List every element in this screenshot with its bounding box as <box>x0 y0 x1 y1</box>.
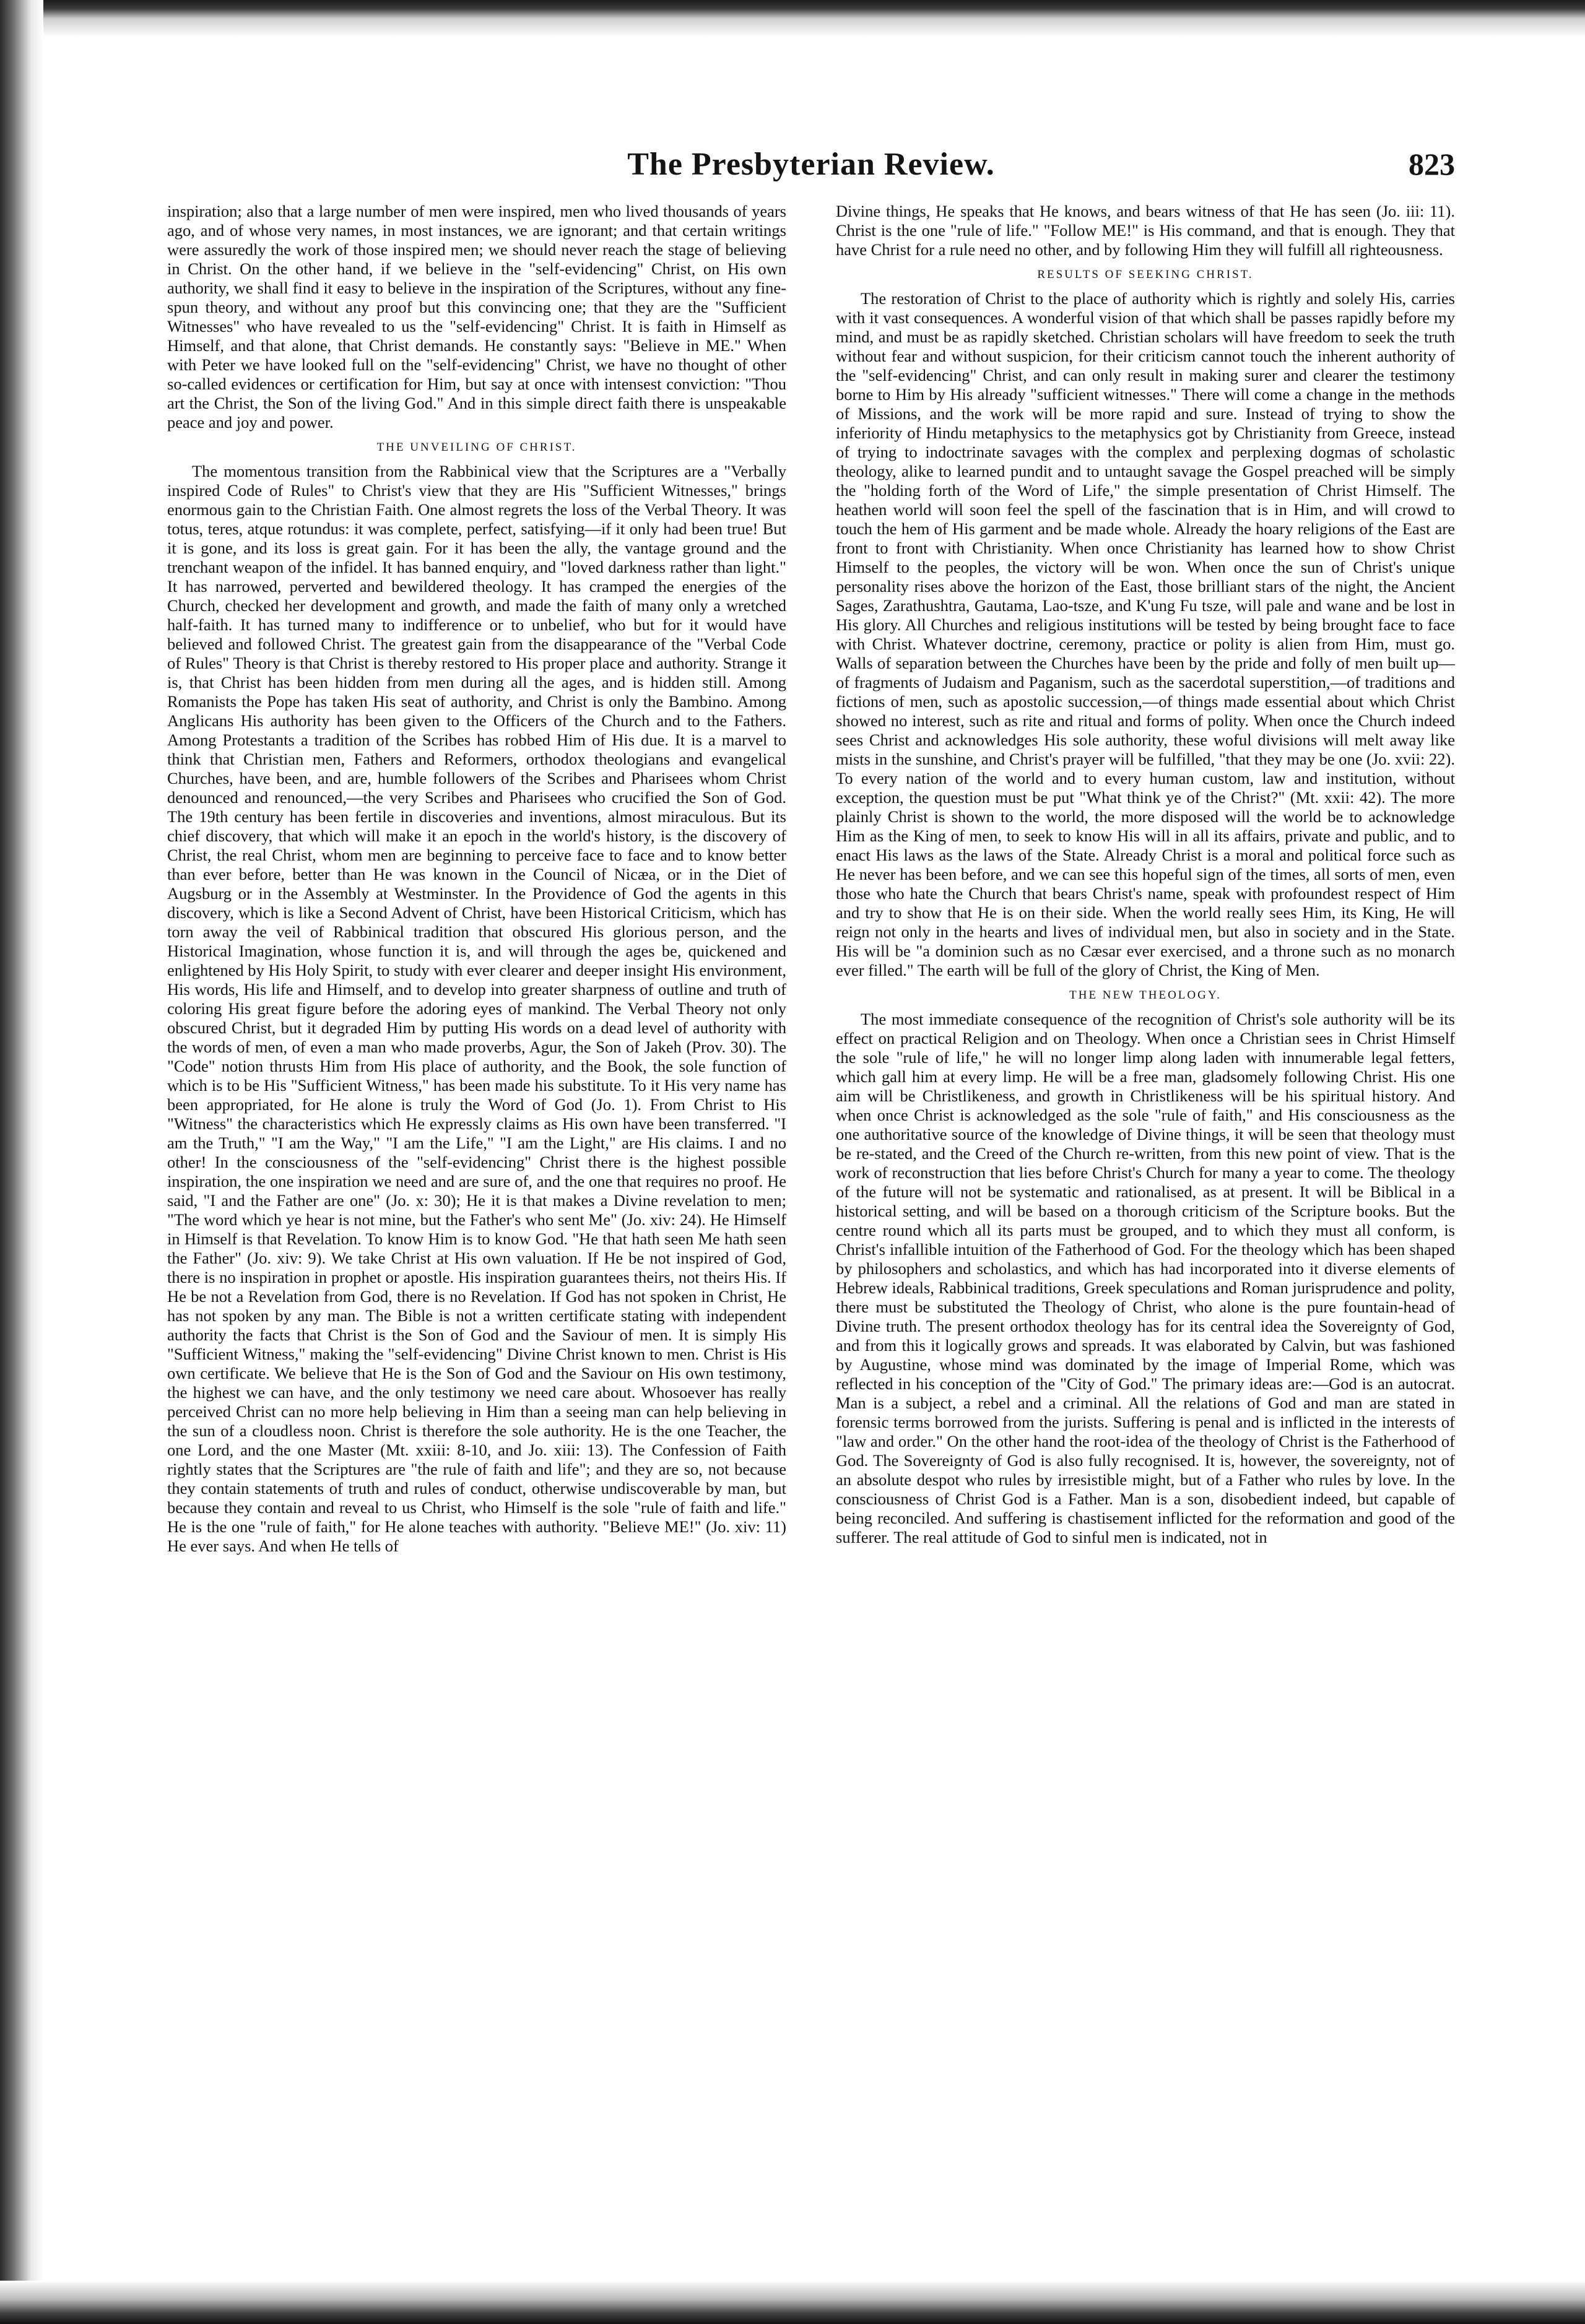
paragraph-momentous-transition: The momentous transition from the Rabbinical view that the Scriptures are a "Verbally inspired Code of Rules" to Christ's view that they are His "Sufficient Witnesses," brings enormous gain to the Christian Faith. One almost regrets the loss of the Verbal Theory. It was totus, teres, atque rotundus: it was complete, perfect, satisfying—if it only had been true! But it is gone, and its loss is great gain. For it has been the ally, the vantage ground and the trenchant weapon of the infidel. It has banned enquiry, and "loved darkness rather than light." It has narrowed, perverted and bewildered theology. It has cramped the energies of the Church, checked her development and growth, and made the faith of many only a wretched half-faith. It has turned many to indifference or to unbelief, who but for it would have believed and followed Christ. The greatest gain from the disappearance of the "Verbal Code of Rules" Theory is that Christ is thereby restored to His proper place and authority. Strange it is, that Christ has been hidden from men during all the ages, and is hidden still. Among Romanists the Pope has taken His seat of authority, and Christ is only the Bambino. Among Anglicans His authority has been given to the Officers of the Church and to the Fathers. Among Protestants a tradition of the Scribes has robbed Him of His due. It is a marvel to think that Christian men, Fathers and Reformers, orthodox theologians and evangelical Churches, have been, and are, humble followers of the Scribes and Pharisees whom Christ denounced and renounced,—the very Scribes and Pharisees who crucified the Son of God. The 19th century has been fertile in discoveries and inventions, almost miraculous. But its chief discovery, that which will make it an epoch in the world's history, is the discovery of Christ, the real Christ, whom men are beginning to perceive face to face and to know better than ever before, better than He was known in the Council of Nicæa, or in the Diet of Augsburg or in the Assembly at Westminster. In the Providence of God the agents in this discovery, which is like a Second Advent of Christ, have been Historical Criticism, which has torn away the veil of Rabbinical tradition that obscured His glorious person, and the Historical Imagination, whose function it is, and will through the ages be, quickened and enlightened by His Holy Spirit, to study with ever clearer and deeper insight His environment, His words, His life and Himself, and to develop into greater sharpness of outline and truth of coloring His great figure before the adoring eyes of mankind. The Verbal Theory not only obscured Christ, but it degraded Him by putting His words on a dead level of authority with the words of men, of even a man who made proverbs, Agur, the Son of Jakeh (Prov. 30). The "Code" notion thrusts Him from His place of authority, and the Book, the sole function of which is to be His "Sufficient Witness," has been made his substitute. To it His very name has been appropriated, for He alone is truly the Word of God (Jo. 1). From Christ to His "Witness" the characteristics which He expressly claims as His own have been transferred. "I am the Truth," "I am the Way," "I am the Life," "I am the Light," are His claims. I and no other! In the consciousness of the "self-evidencing" Christ there is the highest possible inspiration, the one inspiration we need and are sure of, and the one that requires no proof. He said, "I and the Father are one" (Jo. x: 30); He it is that makes a Divine revelation to men; "The word which ye hear is not mine, but the Father's who sent Me" (Jo. xiv: 24). He Himself in Himself is that Revelation. To know Him is to know God. "He that hath seen Me hath seen the Father" (Jo. xiv: 9). We take Christ at His own valuation. If He be not inspired of God, there is no inspiration in prophet or apostle. His inspiration guarantees theirs, not theirs His. If He be not a Revelation from God, there is no Revelation. If God has not spoken in Christ, He has not spoken by any man. The Bible is not a written certificate stating with independent authority the facts that Christ is the Son of God and the Saviour of men. It is simply His "Sufficient Witness," making the "self-evidencing" Divine Christ known to men. Christ is His own certificate. We believe that He is the Son of God and the Saviour on His own testimony, the highest we can have, and the only testimony we need care about. Whosoever has really perceived Christ can no more help believing in Him than a seeing man can help believing in the sun of a cloudless noon. Christ is therefore the sole authority. He is the one Teacher, the one Lord, and the one Master (Mt. xxiii: 8-10, and Jo. xiii: 13). The Confession of Faith rightly states that the Scriptures are "the rule of faith and life"; and they are so, not because they contain statements of truth and rules of conduct, otherwise undiscoverable by man, but because they contain and reveal to us Christ, who Himself is the sole "rule of faith and life." He is the one "rule of faith," for He alone teaches with authority. "Believe ME!" (Jo. xiv: 11) He ever says. And when He tells of <box>167 462 786 1555</box>
scan-edge-left <box>0 0 43 2324</box>
paragraph-divine-things: Divine things, He speaks that He knows, and bears witness of that He has seen (Jo. iii: 11). Christ is the one "rule of life." "Follow ME!" is His command, and that is enough. They that have Christ for a rule need no other, and by following Him they will fulfill all righteousness. <box>836 202 1455 259</box>
running-head <box>167 142 1455 192</box>
page-number: 823 <box>1409 147 1455 181</box>
left-column <box>167 202 786 2239</box>
scan-edge-top <box>0 0 1585 56</box>
paragraph-new-theology: The most immediate consequence of the recognition of Christ's sole authority will be its effect on practical Religion and on Theology. When once a Christian sees in Christ Himself the sole "rule of life," he will no longer limp along laden with innumerable legal fetters, which gall him at every limp. He will be a free man, gladsomely following Christ. His one aim will be Christlikeness, and growth in Christlikeness will be his spiritual history. And when once Christ is acknowledged as the sole "rule of faith," and His consciousness as the one authoritative source of the knowledge of Divine things, it will be seen that theology must be re-stated, and the Creed of the Church re-written, from this new point of view. That is the work of reconstruction that lies before Christ's Church for many a year to come. The theology of the future will not be systematic and rationalised, as at present. It will be Biblical in a historical setting, and will be based on a thorough criticism of the Scripture books. But the centre round which all its parts must be grouped, and to which they must all conform, is Christ's infallible intuition of the Fatherhood of God. For the theology which has been shaped by philosophers and scholastics, and which has had incorporated into it diverse elements of Hebrew ideals, Rabbinical traditions, Greek speculations and Roman jurisprudence and polity, there must be substituted the Theology of Christ, who alone is the pure fountain-head of Divine truth. The present orthodox theology has for its central idea the Sovereignty of God, and from this it logically grows and spreads. It was elaborated by Calvin, but was fashioned by Augustine, whose mind was dominated by the image of Imperial Rome, which was reflected in his conception of the "City of God." The primary ideas are:—God is an autocrat. Man is a subject, a rebel and a criminal. All the relations of God and man are stated in forensic terms borrowed from the jurists. Suffering is penal and is inflicted in the interests of "law and order." On the other hand the root-idea of the theology of Christ is the Fatherhood of God. The Sovereignty of God is also fully recognised. It is, however, the sovereignty, not of an absolute despot who rules by irresistible might, but of a Father who rules by love. In the consciousness of Christ God is a Father. Man is a son, disobedient indeed, but capable of being reconciled. And suffering is chastisement inflicted for the reformation and good of the sufferer. The real attitude of God to sinful men is indicated, not in <box>836 1010 1455 1546</box>
scan-edge-bottom <box>0 2281 1585 2324</box>
page-title: The Presbyterian Review. <box>627 147 995 182</box>
heading-results-of-seeking-christ: RESULTS OF SEEKING CHRIST. <box>1037 268 1254 281</box>
right-column <box>836 202 1455 2239</box>
paragraph-restoration: The restoration of Christ to the place of authority which is rightly and solely His, carries with it vast consequences. A wonderful vision of that which shall be passes rapidly before my mind, and must be as rapidly sketched. Christian scholars will have freedom to seek the truth without fear and without suspicion, for their criticism cannot touch the inherent authority of the "self-evidencing" Christ, and can only result in making surer and clearer the testimony borne to Him by His already "sufficient witnesses." There will come a change in the methods of Missions, and the work will be more rapid and sure. Instead of trying to show the inferiority of Hindu metaphysics to the metaphysics got by Christianity from Greece, instead of trying to indoctrinate savages with the complex and perplexing dogmas of scholastic theology, alike to learned pundit and to untaught savage the Gospel preached will be simply the "holding forth of the Word of Life," the simple presentation of Christ Himself. The heathen world will soon feel the spell of the fascination that is in Him, and will crowd to touch the hem of His garment and be made whole. Already the hoary religions of the East are front to front with Christianity. When once Christianity has learned how to show Christ Himself to the peoples, the victory will be won. When once the sun of Christ's unique personality rises above the horizon of the East, those brilliant stars of the night, the Ancient Sages, Zarathushtra, Gautama, Lao-tsze, and K'ung Fu tsze, will pale and wane and be lost in His glory. All Churches and religious institutions will be tested by being brought face to face with Christ. Whatever doctrine, ceremony, practice or polity is alien from Him, must go. Walls of separation between the Churches have been by the pride and folly of men built up—of fragments of Judaism and Paganism, such as the sacerdotal superstition,—of traditions and fictions of men, such as apostolic succession,—of things made essential about which Christ showed no interest, such as rite and ritual and forms of polity. When once the Church indeed sees Christ and acknowledges His sole authority, these woful divisions will melt away like mists in the sunshine, and Christ's prayer will be fulfilled, "that they may be one (Jo. xvii: 22). To every nation of the world and to every human custom, law and institution, without exception, the question must be put "What think ye of the Christ?" (Mt. xxii: 42). The more plainly Christ is shown to the world, the more disposed will the world be to acknowledge Him as the King of men, to seek to know His will in all its affairs, private and public, and to enact His laws as the laws of the State. Already Christ is a moral and political force such as He never has been before, and we can see this hopeful sign of the times, all sorts of men, even those who hate the Church that bears Christ's name, speak with profoundest respect of Him and try to show that He is on their side. When the world really sees Him, its King, He will reign not only in the hearts and lives of individual men, but also in society and in the State. His will be "a dominion such as no Cæsar ever exercised, and a throne such as no monarch ever filled." The earth will be full of the glory of Christ, the King of Men. <box>836 289 1455 979</box>
document-page <box>167 142 1455 2247</box>
paragraph-inspiration: inspiration; also that a large number of men were inspired, men who lived thousands of years ago, and of whose very names, in most instances, we are ignorant; and that certain writings were assuredly the work of those inspired men; we should never reach the stage of believing in Christ. On the other hand, if we believe in the "self-evidencing" Christ, on His own authority, we shall find it easy to believe in the inspiration of the Scriptures, without any fine-spun theory, and without any proof but this convincing one; that they are the "Sufficient Witnesses" who have revealed to us the "self-evidencing" Christ. It is faith in Himself as Himself, and that alone, that Christ demands. He constantly says: "Believe in ME." When with Peter we have looked full on the "self-evidencing" Christ, we have no thought of other so-called evidences or certification for Him, but say at once with intensest conviction: "Thou art the Christ, the Son of the living God." And in this simple direct faith there is unspeakable peace and joy and power. <box>167 202 786 431</box>
heading-unveiling-of-christ: THE UNVEILING OF CHRIST. <box>376 441 577 454</box>
heading-new-theology: THE NEW THEOLOGY. <box>1069 989 1222 1002</box>
